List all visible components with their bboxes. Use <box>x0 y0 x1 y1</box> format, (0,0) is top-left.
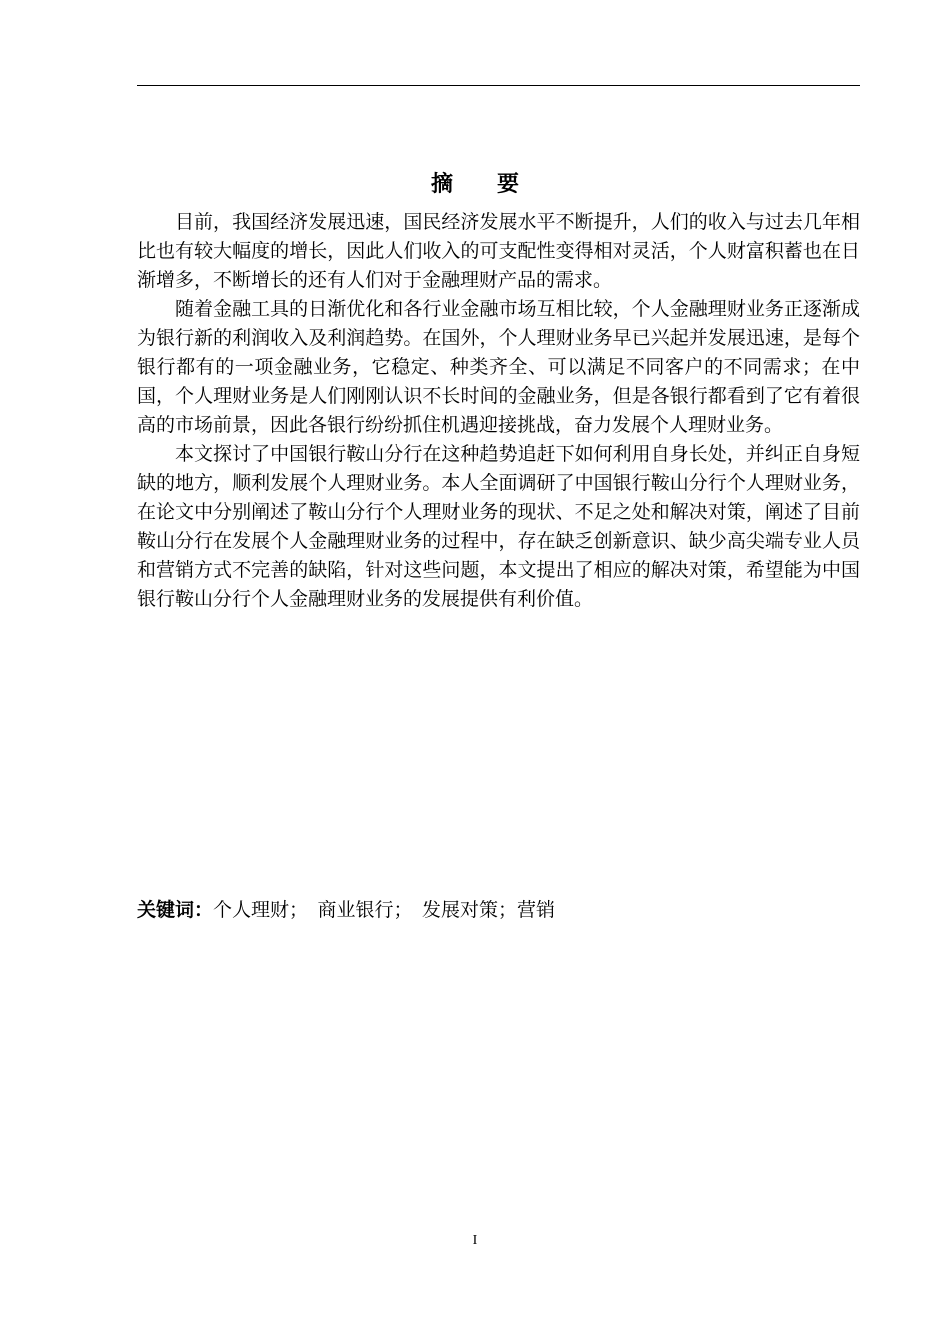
header-rule <box>137 85 860 86</box>
abstract-paragraph-2: 随着金融工具的日渐优化和各行业金融市场互相比较，个人金融理财业务正逐渐成为银行新的利润收入及利润趋势。在国外，个人理财业务早已兴起并发展迅速，是每个银行都有的一项金融业务，它稳定、种类齐全、可以满足不同客户的不同需求；在中国，个人理财业务是人们刚刚认识不长时间的金融业务，但是各银行都看到了它有着很高的市场前景，因此各银行纷纷抓住机遇迎接挑战，奋力发展个人理财业务。 <box>137 298 860 436</box>
abstract-paragraph-3: 本文探讨了中国银行鞍山分行在这种趋势追赶下如何利用自身长处，并纠正自身短缺的地方，顺利发展个人理财业务。本人全面调研了中国银行鞍山分行个人理财业务，在论文中分别阐述了鞍山分行个人理财业务的现状、不足之处和解决对策，阐述了目前鞍山分行在发展个人金融理财业务的过程中，存在缺乏创新意识、缺少高尖端专业人员和营销方式不完善的缺陷，针对这些问题，本文提出了相应的解决对策，希望能为中国银行鞍山分行个人金融理财业务的发展提供有利价值。 <box>137 443 860 610</box>
abstract-title: 摘要 <box>430 170 563 197</box>
keywords-text: 个人理财； 商业银行； 发展对策；营销 <box>213 899 556 921</box>
page-number: I <box>472 1233 478 1248</box>
abstract-body <box>137 208 860 614</box>
keywords-label: 关键词： <box>137 899 214 921</box>
abstract-paragraph-1: 目前，我国经济发展迅速，国民经济发展水平不断提升，人们的收入与过去几年相比也有较大幅度的增长，因此人们收入的可支配性变得相对灵活，个人财富积蓄也在日渐增多，不断增长的还有人们对于金融理财产品的需求。 <box>137 211 860 291</box>
keywords-line <box>137 896 860 925</box>
